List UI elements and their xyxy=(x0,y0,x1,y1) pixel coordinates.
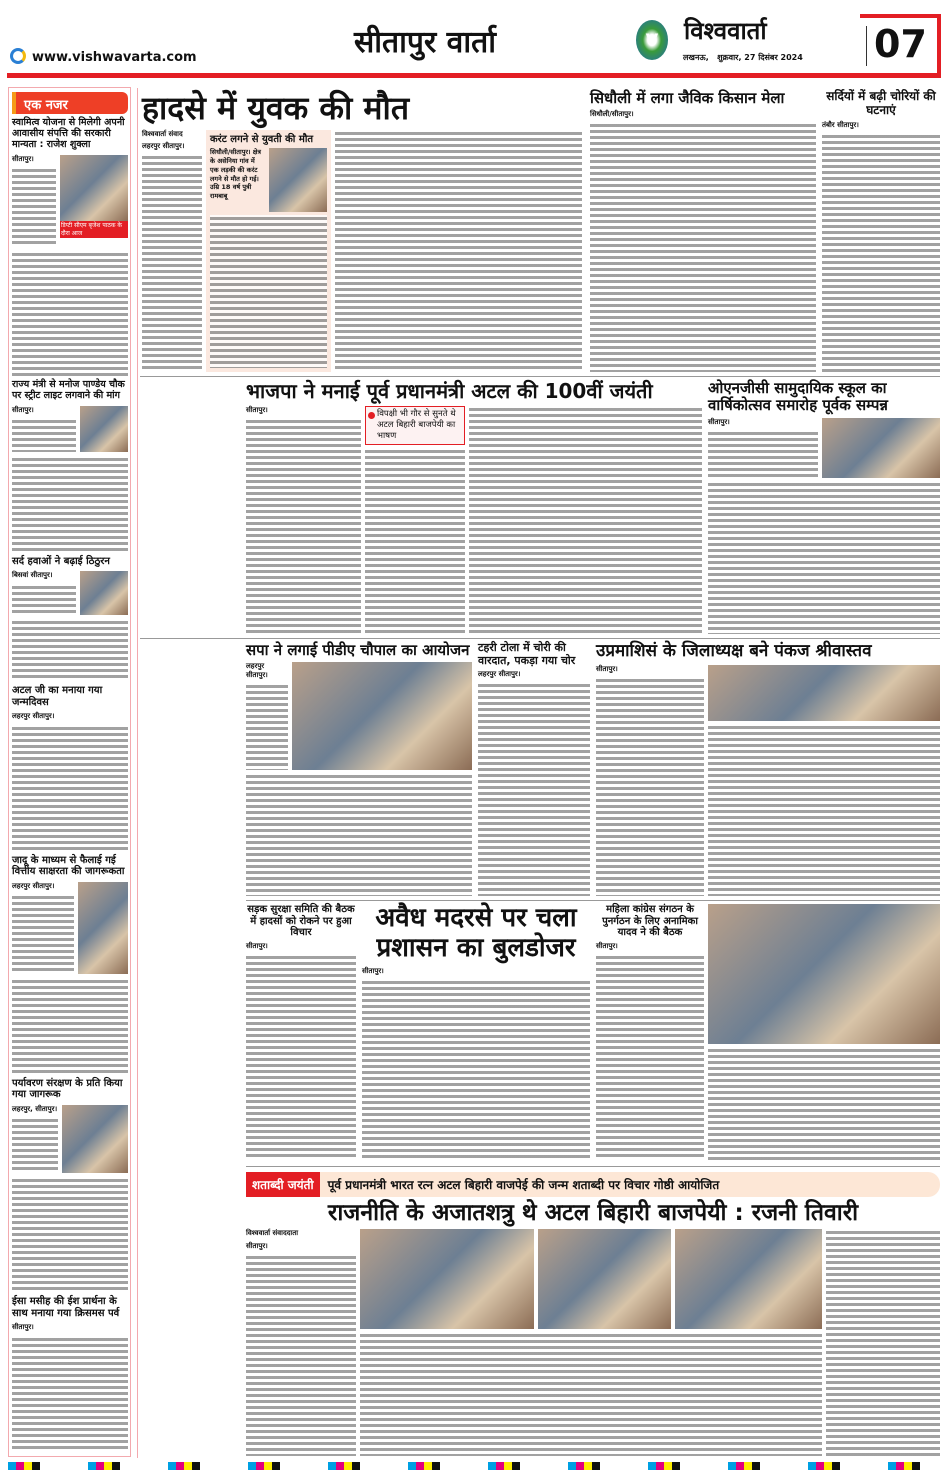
article-a8 xyxy=(596,642,940,896)
photo xyxy=(78,882,128,974)
article-body xyxy=(596,954,704,1160)
dateline: सीतापुर। xyxy=(246,941,268,950)
left-headline[interactable]: ईसा मसीह की ईश प्रार्थना के साथ मनाया गया क्रिसमस पर्व xyxy=(12,1296,120,1319)
article-body xyxy=(12,251,128,377)
article-body xyxy=(12,894,74,974)
kicker: पूर्व प्रधानमंत्री भारत रत्न अटल बिहारी वाजपेई की जन्म शताब्दी पर विचार गोष्ठी आयोजित xyxy=(327,1178,720,1192)
dateline: लहरपुर सीतापुर। xyxy=(12,881,55,890)
article-headline[interactable]: महिला कांग्रेस संगठन के पुनर्गठन के लिए अनामिका यादव ने की बैठक xyxy=(602,904,698,938)
article-headline[interactable]: भाजपा ने मनाई पूर्व प्रधानमंत्री अटल की 100वीं जयंती xyxy=(246,379,653,403)
kicker-banner xyxy=(246,1172,940,1197)
dateline: सीतापुर। xyxy=(596,664,618,673)
article-a3 xyxy=(822,90,940,372)
article-a12 xyxy=(246,1172,940,1456)
article-body xyxy=(478,682,590,896)
article-body xyxy=(12,978,128,1074)
quote-box xyxy=(365,406,465,445)
item-row xyxy=(12,406,128,452)
article-body xyxy=(596,677,704,896)
article-body xyxy=(822,133,940,372)
dateline: बिसवां सीतापुर। xyxy=(12,571,53,580)
dateline: लहरपुर सीतापुर। xyxy=(12,712,55,721)
inset-box xyxy=(206,130,331,372)
photo xyxy=(822,418,940,478)
article-a2 xyxy=(590,90,816,372)
photo xyxy=(708,904,940,1044)
section-rule xyxy=(246,900,940,901)
photo xyxy=(269,148,327,212)
article-body xyxy=(12,1117,58,1173)
article-body xyxy=(365,448,465,634)
color-registration-bar xyxy=(8,1462,938,1470)
dateline: सीतापुर। xyxy=(12,1323,34,1332)
article-body xyxy=(12,725,128,851)
bullet-icon xyxy=(368,412,375,419)
article-a7 xyxy=(478,642,590,896)
article-body xyxy=(246,954,356,1160)
left-headline[interactable]: स्वामित्व योजना से मिलेगी अपनी आवासीय संपत्ति की सरकारी मान्यता : राजेश शुक्ला xyxy=(12,117,125,150)
article-headline[interactable]: उप्रमाशिसं के जिलाध्यक्ष बने पंकज श्रीवास्तव xyxy=(596,641,872,661)
photo xyxy=(80,406,128,452)
dateline: सिधौली/सीतापुर। xyxy=(590,110,634,119)
article-body xyxy=(12,1336,128,1452)
page-number: 07 xyxy=(874,22,927,66)
article-body xyxy=(246,418,361,634)
header-rule xyxy=(7,73,941,78)
article-a6 xyxy=(246,642,472,896)
photo-caption: डिप्टी सीएम बृजेश पाठक के दौरा आज xyxy=(60,221,128,239)
article-body xyxy=(469,406,702,634)
article-body xyxy=(210,215,327,368)
article-a10 xyxy=(362,904,590,1160)
dateline: लहरपुर, सीतापुर। xyxy=(12,1104,58,1113)
brand-name: विश्ववार्ता xyxy=(684,17,767,45)
dateline: सीतापुर। xyxy=(596,941,618,950)
dateline: तंबौर सीतापुर। xyxy=(822,120,859,129)
left-headline[interactable]: पर्यावरण संरक्षण के प्रति किया गया जागरूक xyxy=(12,1077,123,1101)
left-headline[interactable]: सर्द हवाओं ने बढ़ाई ठिठुरन xyxy=(12,555,110,567)
article-body xyxy=(362,979,590,1160)
left-headline[interactable]: अटल जी का मनाया गया जन्मदिवस xyxy=(12,685,103,708)
section-rule xyxy=(246,1166,940,1167)
inset-lead: सिधौली/सीतापुर। क्षेत्र के असेनिया गांव में एक लड़की की करंट लगने से मौत हो गई। उम्रि 18 वर्ष पुत्री रामबाबू xyxy=(210,148,262,201)
article-headline[interactable]: राजनीति के अजातशत्रु थे अटल बिहारी बाजपेयी : रजनी तिवारी xyxy=(327,1200,859,1226)
inset-headline[interactable]: करंट लगने से युवती की मौत xyxy=(210,133,314,145)
item-row xyxy=(12,1105,128,1173)
photo-story xyxy=(708,904,940,1160)
article-body xyxy=(246,1254,356,1456)
brand-logo-icon: V xyxy=(636,20,668,60)
photo xyxy=(360,1229,534,1329)
left-column-content xyxy=(12,92,128,1452)
item-row xyxy=(12,571,128,615)
article-a1 xyxy=(142,90,582,372)
left-headline[interactable]: जादू के माध्यम से फैलाई गई वित्तीय साक्षरता की जागरूकता xyxy=(12,854,125,878)
section-rule xyxy=(140,376,940,377)
byline: विश्ववार्ता संवाद xyxy=(142,129,183,138)
dateline: सीतापुर। xyxy=(362,966,384,975)
article-body xyxy=(12,418,76,452)
section-title: सीतापुर वार्ता xyxy=(354,25,496,60)
article-body xyxy=(12,584,76,616)
article-body xyxy=(360,1332,822,1456)
article-headline[interactable]: सर्दियों में बढ़ी चोरियों की घटनाएं xyxy=(826,89,936,117)
ek-nazar-header: एक नजर xyxy=(12,92,128,114)
column-rule xyxy=(137,88,138,1458)
section-rule xyxy=(140,638,940,639)
article-body xyxy=(590,122,816,372)
divider xyxy=(866,26,867,66)
article-body xyxy=(12,167,56,247)
article-headline[interactable]: हादसे में युवक की मौत xyxy=(142,89,410,127)
dateline: सीतापुर। xyxy=(246,1241,268,1250)
byline: विश्ववार्ता संवाददाता xyxy=(246,1229,299,1238)
pull-quote: विपक्षी भी गौर से सुनते थे अटल बिहारी बाजपेयी का भाषण xyxy=(377,409,456,442)
article-body xyxy=(335,130,582,372)
photo xyxy=(62,1105,128,1173)
article-body xyxy=(708,1047,940,1160)
article-body xyxy=(708,481,940,635)
dateline: लहरपुर सीतापुर। xyxy=(478,670,521,679)
article-headline[interactable]: सपा ने लगाई पीडीए चौपाल का आयोजन xyxy=(246,641,470,659)
article-body xyxy=(246,683,288,770)
dateline: सीतापुर। xyxy=(708,417,730,426)
dateline: लहरपुर सीतापुर। xyxy=(246,662,268,680)
photo xyxy=(675,1229,822,1329)
article-body xyxy=(142,154,202,372)
article-a11 xyxy=(596,904,704,1160)
article-headline[interactable]: सिधौली में लगा जैविक किसान मेला xyxy=(590,89,785,107)
section-tag: शताब्दी जयंती xyxy=(246,1172,320,1197)
photo xyxy=(60,155,128,221)
website-url[interactable]: www.vishwavarta.com xyxy=(32,50,197,65)
article-body xyxy=(12,456,128,552)
item-row xyxy=(12,882,128,974)
article-body xyxy=(826,1229,940,1456)
article-a4 xyxy=(144,380,702,634)
article-headline[interactable]: सड़क सुरक्षा समिति की बैठक में हादसों को रोकने पर हुआ विचार xyxy=(247,904,355,938)
masthead xyxy=(0,0,945,78)
article-body xyxy=(12,1177,128,1293)
dateline: लखनऊ, शुक्रवार, 27 दिसंबर 2024 xyxy=(683,53,803,62)
dateline: सीतापुर। xyxy=(246,406,268,414)
article-body xyxy=(12,619,128,681)
article-body xyxy=(708,430,818,478)
photo xyxy=(292,662,472,770)
photo xyxy=(80,571,128,615)
dateline: लहरपुर सीतापुर। xyxy=(142,141,185,150)
photo xyxy=(538,1229,672,1329)
dateline: सीतापुर। xyxy=(12,154,34,163)
article-headline[interactable]: टहरी टोला में चोरी की वारदात, पकड़ा गया चोर xyxy=(478,641,576,667)
article-headline[interactable]: अवैध मदरसे पर चला प्रशासन का बुलडोजर xyxy=(375,903,577,963)
article-headline[interactable]: ओएनजीसी सामुदायिक स्कूल का वार्षिकोत्सव समारोह पूर्वक सम्पन्न xyxy=(708,379,888,415)
left-headline[interactable]: राज्य मंत्री से मनोज पाण्डेय चौक पर स्ट्रीट लाइट लगवाने की मांग xyxy=(12,379,125,402)
item-row xyxy=(12,155,128,247)
article-body xyxy=(708,724,940,896)
dateline: सीतापुर। xyxy=(12,406,34,415)
ie-icon xyxy=(10,48,26,64)
photo xyxy=(708,665,940,721)
article-a5 xyxy=(708,380,940,634)
article-a9 xyxy=(246,904,356,1160)
article-body xyxy=(246,773,472,896)
